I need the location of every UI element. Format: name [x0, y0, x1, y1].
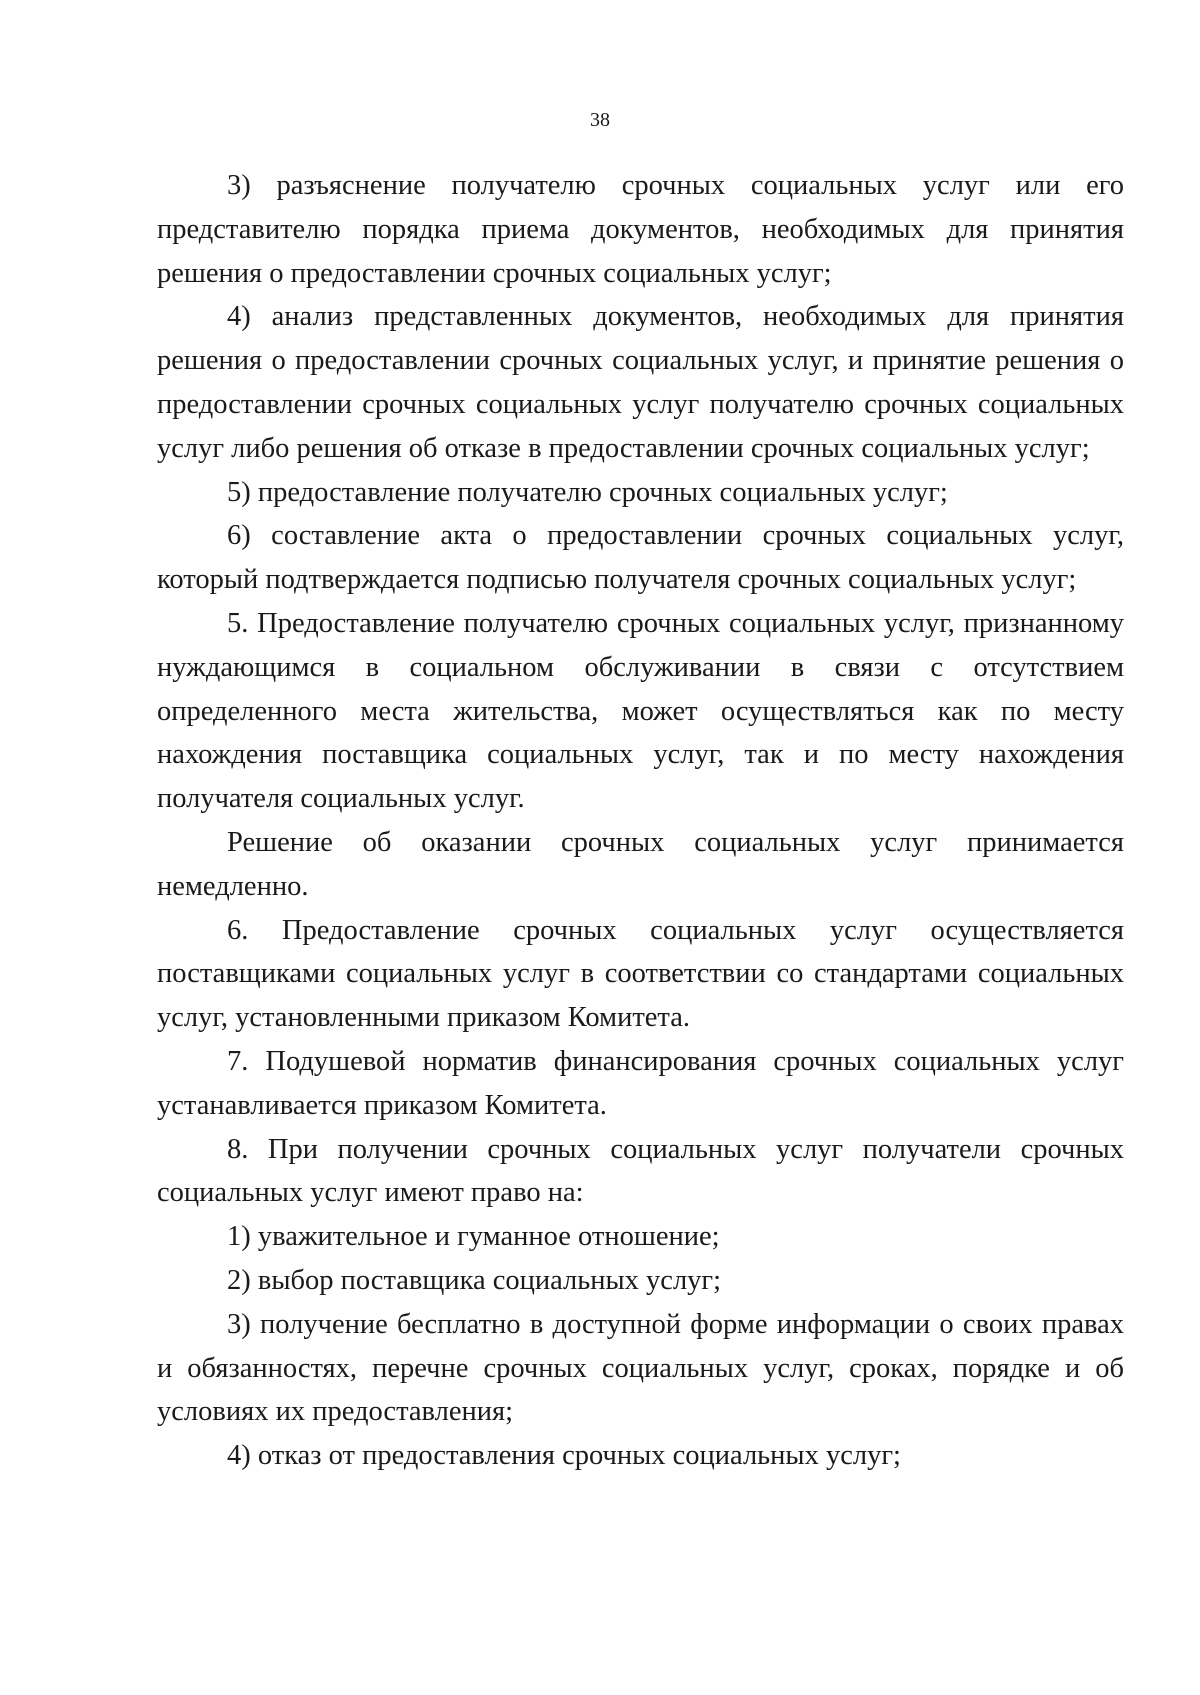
paragraph: 5. Предоставление получателю срочных социальных услуг, признанному нуждающимся в социальном обслуживании в связи с отсутствием определенного места жительства, может осуществляться как по месту нахождения поставщика социальных услуг, так и по месту нахождения получателя социальных услуг.: [157, 607, 1124, 815]
body-text: [157, 164, 1124, 1478]
page-number: 38: [590, 109, 610, 131]
paragraph: 1) уважительное и гуманное отношение;: [227, 1221, 720, 1253]
paragraph: 6. Предоставление срочных социальных услуг осуществляется поставщиками социальных услуг в соответствии со стандартами социальных услуг, установленными приказом Комитета.: [157, 914, 1124, 1034]
paragraph: Решение об оказании срочных социальных услуг принимается немедленно.: [157, 826, 1124, 902]
paragraph: 5) предоставление получателю срочных социальных услуг;: [227, 476, 948, 508]
paragraph: 3) разъяснение получателю срочных социальных услуг или его представителю порядка приема документов, необходимых для принятия решения о предоставлении срочных социальных услуг;: [157, 170, 1124, 289]
paragraph: 3) получение бесплатно в доступной форме информации о своих правах и обязанностях, перечне срочных социальных услуг, сроках, порядке и об условиях их предоставления;: [157, 1308, 1124, 1428]
paragraph: 6) составление акта о предоставлении срочных социальных услуг, который подтверждается подписью получателя срочных социальных услуг;: [157, 520, 1124, 596]
paragraph: 7. Подушевой норматив финансирования срочных социальных услуг устанавливается приказом Комитета.: [157, 1045, 1124, 1121]
paragraph: 4) отказ от предоставления срочных социальных услуг;: [227, 1440, 901, 1472]
paragraph: 8. При получении срочных социальных услуг получатели срочных социальных услуг имеют право на:: [157, 1133, 1124, 1209]
paragraph: 4) анализ представленных документов, необходимых для принятия решения о предоставлении срочных социальных услуг, и принятие решения о предоставлении срочных социальных услуг получателю срочных социальных услуг либо решения об отказе в предоставлении срочных социальных услуг;: [157, 301, 1124, 464]
paragraph: 2) выбор поставщика социальных услуг;: [227, 1264, 722, 1296]
